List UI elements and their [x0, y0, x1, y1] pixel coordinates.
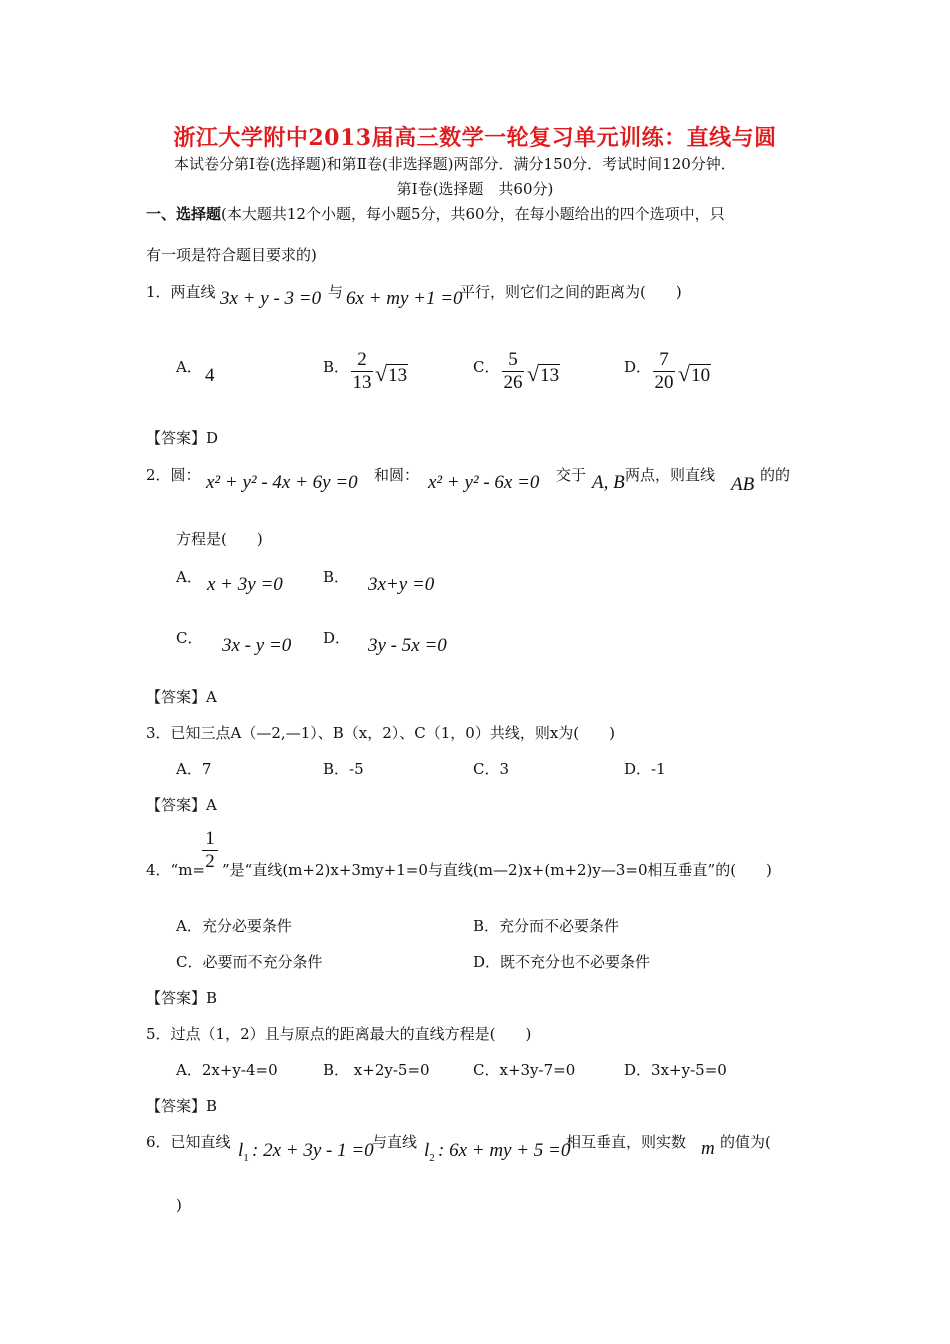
q1-option-d-numerator: 7	[659, 349, 669, 370]
q2-option-d-value: 3y - 5x =0	[368, 635, 447, 656]
q2-option-c-value: 3x - y =0	[222, 635, 292, 656]
q4-suffix: ”是“直线(m+2)x+3my+1=0与直线(m—2)x+(m+2)y—3=0相互垂直”的( )	[222, 861, 772, 879]
q1-option-c-denominator: 26	[503, 372, 523, 393]
section-desc-2: 有一项是符合题目要求的)	[146, 246, 317, 264]
q2-suffix: 的的	[760, 466, 791, 484]
q1-option-c-root: √13	[527, 361, 560, 386]
q5-option-b: B． x+2y-5=0	[323, 1061, 430, 1079]
q2-answer: 【答案】A	[146, 688, 217, 706]
q2-option-b-label: B．	[323, 568, 350, 586]
q6-line2: )	[176, 1196, 182, 1214]
q1-mid: 与	[328, 283, 344, 301]
q1-option-d-denominator: 20	[654, 372, 674, 393]
q2-option-c-label: C．	[176, 629, 203, 647]
section-heading-row	[146, 203, 725, 224]
q1-option-c-numerator: 5	[508, 349, 518, 370]
q6-prefix: 6．已知直线	[146, 1133, 231, 1151]
section-desc-1: (本大题共12个小题，每小题5分，共60分，在每小题给出的四个选项中，只	[221, 205, 725, 223]
volume-heading: 第Ⅰ卷(选择题 共60分)	[396, 180, 554, 198]
q4-option-b: B．充分而不必要条件	[473, 917, 620, 935]
q2-prefix: 2．圆：	[146, 466, 201, 484]
q2-option-a-value: x + 3y =0	[207, 574, 283, 595]
q1-option-d-root: √10	[678, 361, 711, 386]
q1-option-b-numerator: 2	[357, 349, 367, 370]
q5-option-a: A．2x+y-4=0	[176, 1061, 278, 1079]
q1-option-b-denominator: 13	[352, 372, 372, 393]
q5-answer: 【答案】B	[146, 1097, 218, 1115]
q1-equation-2: 6x + my +1 =0	[346, 288, 463, 309]
q1-equation-1: 3x + y - 3 =0	[220, 288, 322, 309]
q1-option-d-fraction	[652, 349, 676, 394]
section-heading: 一、选择题	[146, 205, 222, 223]
q2-mid2: 交于	[556, 466, 587, 484]
q6-suffix: 的值为(	[720, 1133, 771, 1151]
q6-var-m: m	[701, 1138, 715, 1159]
q1-suffix: 平行，则它们之间的距离为( )	[460, 283, 682, 301]
q1-prefix: 1．两直线	[146, 283, 216, 301]
q3-option-c: C．3	[473, 760, 510, 778]
q5-option-c: C．x+3y-7=0	[473, 1061, 576, 1079]
q1-option-c-label: C．	[473, 358, 500, 376]
q1-option-a-value: 4	[205, 365, 215, 386]
q4-option-c: C．必要而不充分条件	[176, 953, 323, 971]
q4-option-d: D．既不充分也不必要条件	[473, 953, 651, 971]
exam-intro: 本试卷分第Ⅰ卷(选择题)和第Ⅱ卷(非选择题)两部分．满分150分．考试时间120分钟．	[174, 155, 736, 173]
q2-line2: 方程是( )	[176, 530, 263, 548]
q6-equation-2: : 6x + my + 5 =0	[438, 1140, 571, 1161]
q4-numerator: 1	[205, 828, 215, 849]
q6-mid: 与直线	[372, 1133, 418, 1151]
q6-mid2: 相互垂直，则实数	[566, 1133, 687, 1151]
q2-equation-1: x² + y² - 4x + 6y =0	[206, 472, 358, 493]
q2-equation-2: x² + y² - 6x =0	[428, 472, 540, 493]
q1-option-b-fraction	[350, 349, 374, 394]
q4-fraction	[201, 828, 219, 873]
q3-text: 3．已知三点A（—2,—1）、B（x，2）、C（1，0）共线，则x为( )	[146, 724, 615, 742]
q1-answer: 【答案】D	[146, 429, 219, 447]
q6-line-l2: $l_2$	[424, 1140, 435, 1164]
q2-mid: 和圆：	[374, 466, 420, 484]
q2-line-ab: AB	[731, 474, 755, 495]
q1-option-b-root: √13	[375, 361, 408, 386]
q1-option-c-fraction	[501, 349, 525, 394]
q5-option-d: D．3x+y-5=0	[624, 1061, 727, 1079]
page-title: 浙江大学附中2013届高三数学一轮复习单元训练：直线与圆	[173, 125, 777, 151]
q2-points: A, B	[592, 472, 625, 493]
q6-line-l1: $l_1$	[238, 1140, 249, 1164]
q3-option-d: D．-1	[624, 760, 666, 778]
q1-option-d-label: D．	[624, 358, 652, 376]
q1-option-a-label: A．	[176, 358, 202, 376]
q3-option-a: A．7	[176, 760, 212, 778]
q6-equation-1: : 2x + 3y - 1 =0	[252, 1140, 374, 1161]
q4-prefix: 4．“m=	[146, 861, 206, 879]
q4-answer: 【答案】B	[146, 989, 218, 1007]
q2-option-d-label: D．	[323, 629, 351, 647]
q4-option-a: A．充分必要条件	[176, 917, 292, 935]
q5-text: 5．过点（1，2）且与原点的距离最大的直线方程是( )	[146, 1025, 532, 1043]
q2-mid3: 两点，则直线	[625, 466, 716, 484]
q2-option-a-label: A．	[176, 568, 202, 586]
q2-option-b-value: 3x+y =0	[368, 574, 435, 595]
q3-option-b: B．-5	[323, 760, 364, 778]
q3-answer: 【答案】A	[146, 796, 217, 814]
q1-option-b-label: B．	[323, 358, 350, 376]
q4-denominator: 2	[205, 851, 215, 872]
